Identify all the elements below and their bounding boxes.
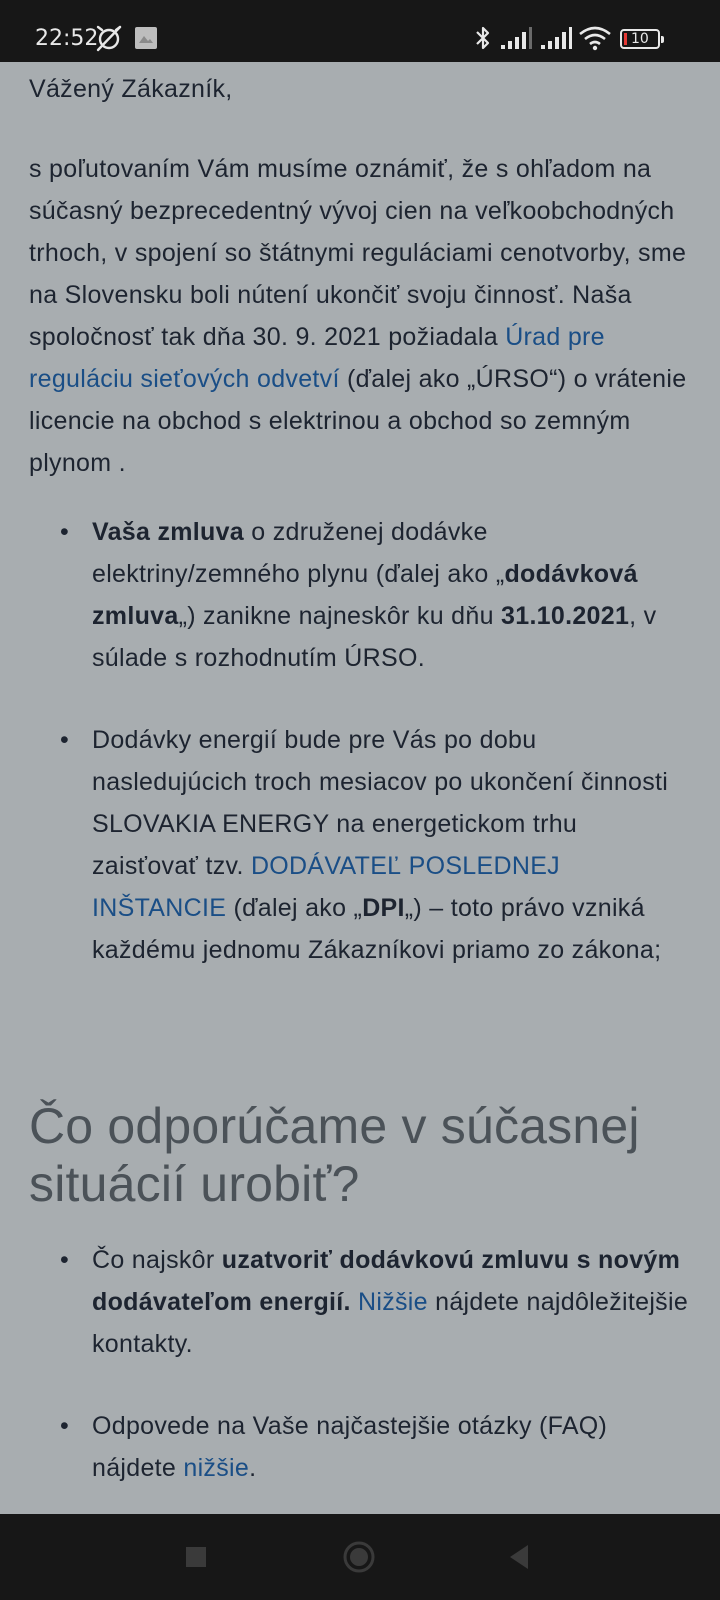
bullet: • (60, 518, 70, 546)
battery-icon (620, 29, 660, 49)
image-notification-icon (134, 24, 158, 52)
navigation-bar (0, 1514, 720, 1600)
status-bar (0, 0, 720, 62)
back-triangle-icon[interactable] (495, 1532, 545, 1582)
recommendation-list (0, 1239, 720, 1489)
intro-paragraph (29, 148, 709, 484)
wifi-icon (578, 24, 612, 52)
bold-text: 31.10.2021 (501, 602, 630, 630)
signal-icon (540, 24, 572, 52)
text: „) zanikne najneskôr ku dňu (178, 602, 502, 630)
text: . (249, 1454, 257, 1482)
faq-link[interactable]: nižšie (183, 1454, 250, 1482)
recents-square-icon[interactable] (171, 1532, 221, 1582)
text: Čo najskôr (92, 1246, 222, 1274)
bluetooth-icon (473, 24, 493, 52)
bold-text: Vaša zmluva (92, 518, 245, 546)
contacts-link[interactable]: Nižšie (358, 1288, 428, 1316)
text (351, 1288, 358, 1316)
intro-text: s poľutovaním Vám musíme oznámiť, že s ohľadom na súčasný bezprecedentný vývoj cien na veľkoobchodných trhoch, v spojení so štátnymi reguláciami cenotvorby, sme na Slovensku boli nútení ukončiť svoju činnosť. Naša spoločnosť tak dňa 30. 9. 2021 požiadala (29, 155, 687, 351)
list-item (0, 719, 720, 971)
text: „) – toto právo vzniká každému jednomu Zákazníkovi priamo zo zákona; (92, 894, 662, 964)
urso-link[interactable]: Úrad pre reguláciu sieťových odvetví (29, 323, 605, 393)
bold-text: uzatvoriť dodávkovú zmluvu s novým dodávateľom energií. (92, 1246, 681, 1316)
text: (ďalej ako „ (226, 894, 363, 922)
bold-text: DPI (362, 894, 405, 922)
greeting: Vážený Zákazník, (29, 75, 233, 103)
section-heading: Čo odporúčame v súčasnej situácií urobiť? (29, 1098, 640, 1212)
bullet: • (60, 726, 70, 754)
bullet: • (60, 1412, 70, 1440)
bold-text: dodávková zmluva (92, 560, 638, 630)
signal-icon (500, 24, 532, 52)
list-item (0, 511, 720, 679)
list-item (0, 1405, 720, 1489)
contract-info-list (0, 511, 720, 971)
text: , v súlade s rozhodnutím ÚRSO. (92, 602, 657, 672)
alarm-off-icon (94, 24, 124, 52)
status-time: 22:52 (35, 26, 99, 51)
text: o združenej dodávke elektriny/zemného plynu (ďalej ako „ (92, 518, 505, 588)
dpi-link[interactable]: DODÁVATEĽ POSLEDNEJ INŠTANCIE (92, 852, 560, 922)
text: Dodávky energií bude pre Vás po dobu nasledujúcich troch mesiacov po ukončení činnosti SLOVAKIA ENERGY na energetickom trhu zaisťovať tzv. (92, 726, 669, 880)
battery-level: 10 (631, 31, 649, 47)
bullet: • (60, 1246, 70, 1274)
home-circle-icon[interactable] (334, 1532, 384, 1582)
text: Odpovede na Vaše najčastejšie otázky (FAQ) nájdete (92, 1412, 608, 1482)
text: nájdete najdôležitejšie kontakty. (92, 1288, 689, 1358)
web-content[interactable] (0, 62, 720, 1514)
intro-text-end: (ďalej ako „ÚRSO“) o vrátenie licencie na obchod s elektrinou a obchod so zemným plynom . (29, 365, 687, 477)
list-item (0, 1239, 720, 1365)
